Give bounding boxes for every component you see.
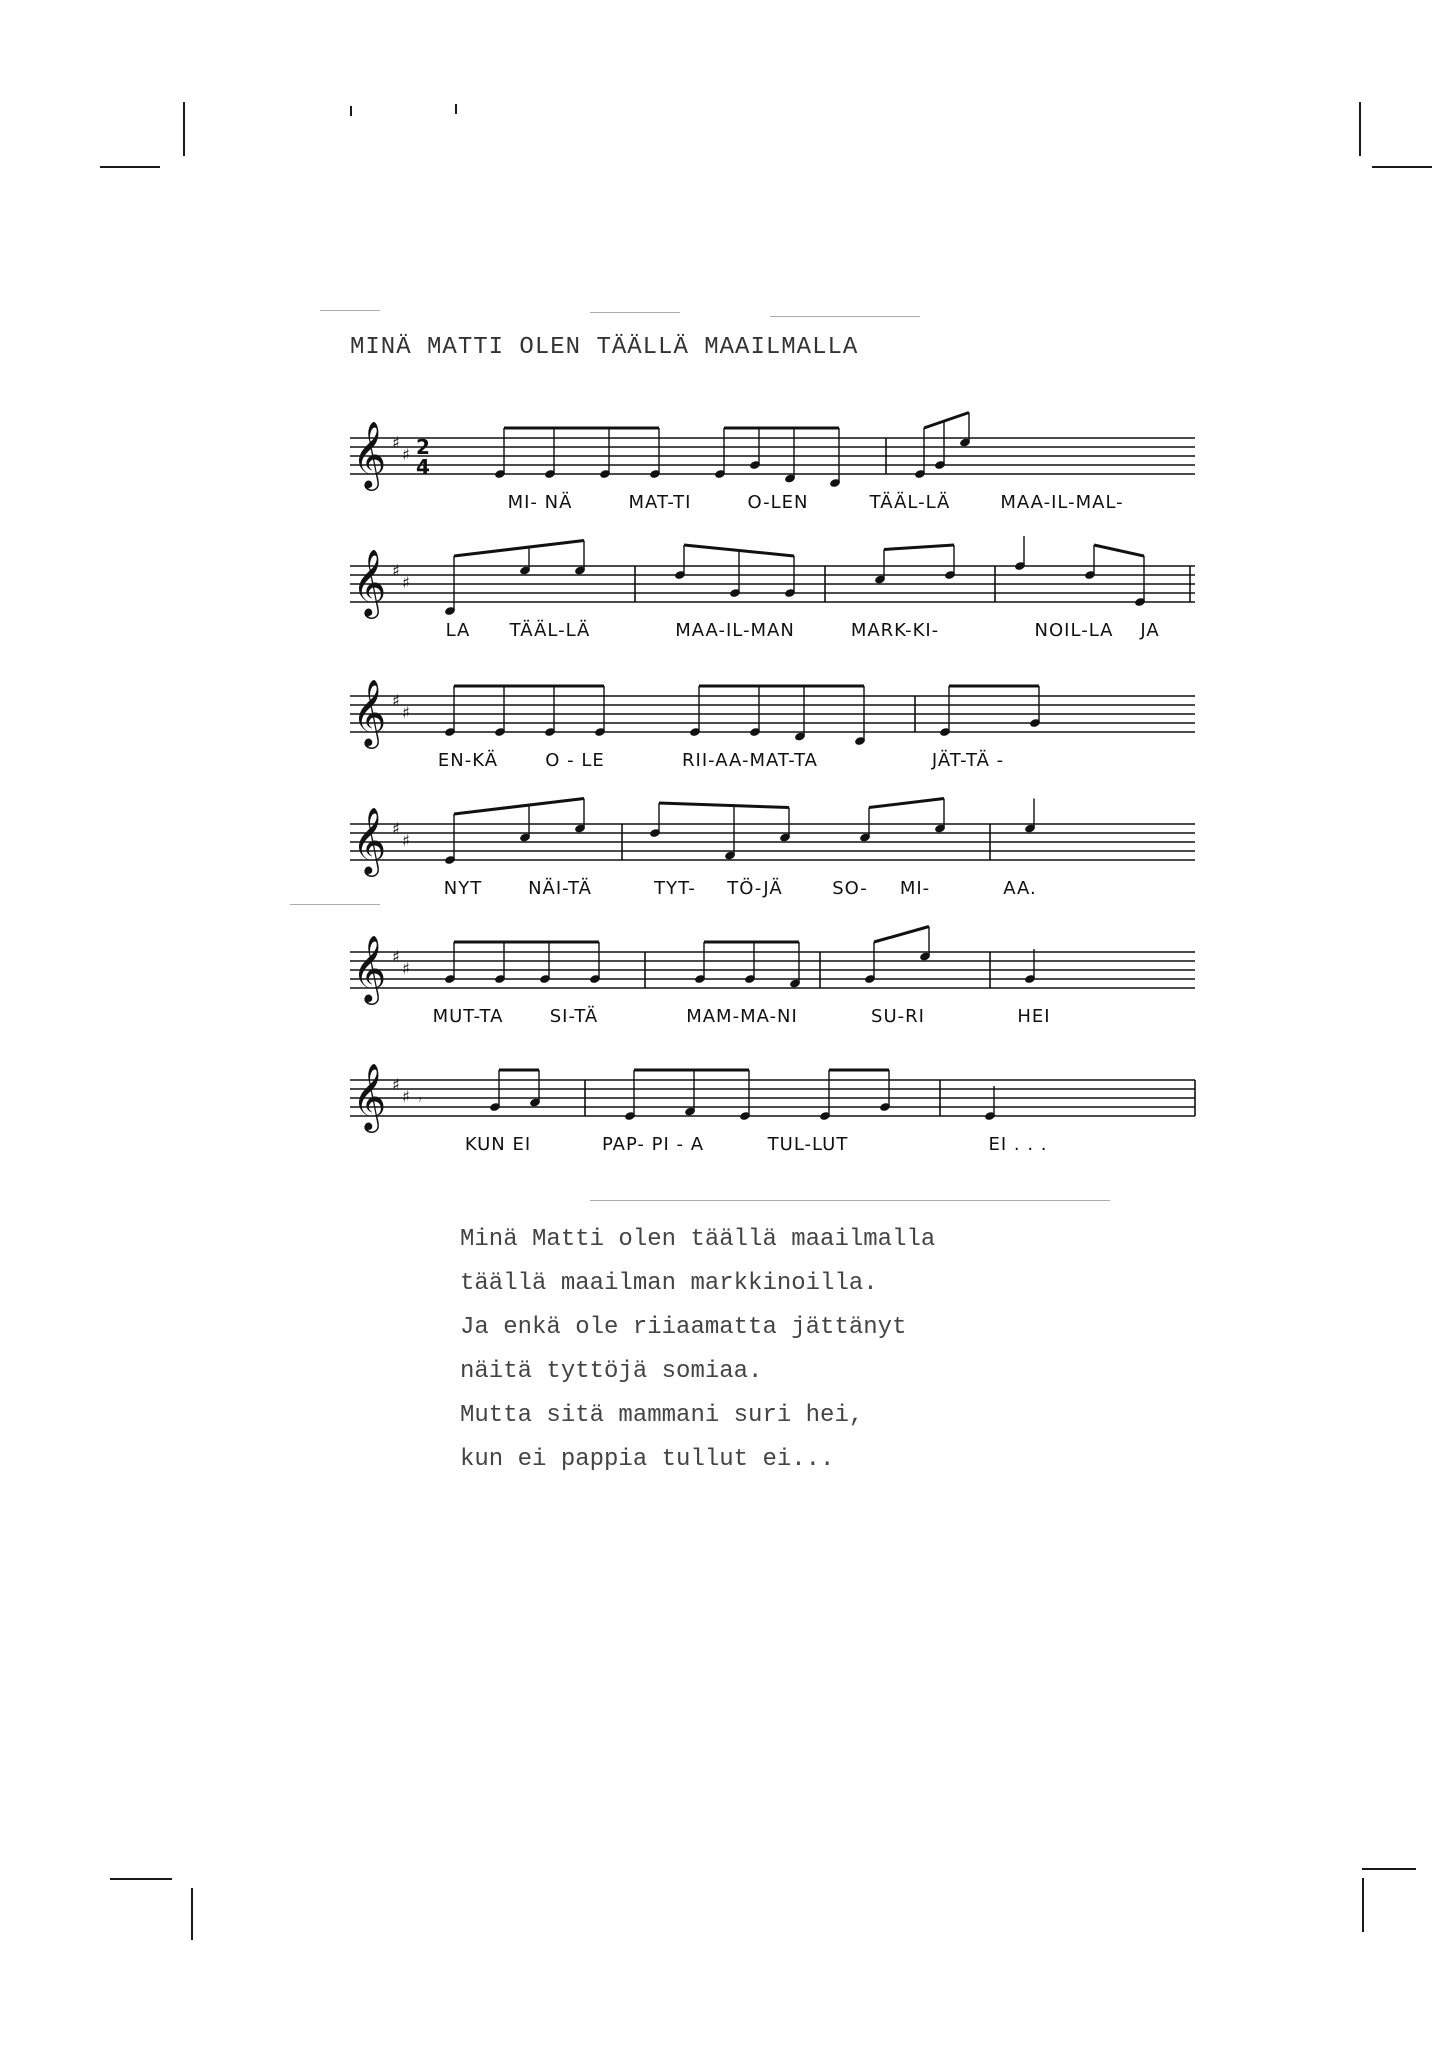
sharp-icon: ♯ xyxy=(392,819,400,838)
crop-mark-top-tick-2 xyxy=(455,104,457,114)
sharp-icon: ♯ xyxy=(402,573,410,592)
scan-smudge xyxy=(320,310,380,311)
crop-mark-bottom-left-v xyxy=(191,1888,193,1940)
lyric-syllables: NOIL-LA xyxy=(1034,620,1114,641)
lyric-syllables: JÄT-TÄ - xyxy=(931,750,1005,771)
lyric-syllables: RII-AA-MAT-TA xyxy=(682,750,818,771)
sharp-icon: ♯ xyxy=(402,1087,410,1106)
lyric-syllables: TÖ-JÄ xyxy=(727,878,783,899)
sharp-icon: ♯ xyxy=(392,691,400,710)
staff xyxy=(350,914,1195,1014)
scan-smudge xyxy=(770,316,920,317)
lyric-syllables: MI- xyxy=(899,878,931,899)
lyric-syllables: MI- NÄ xyxy=(507,492,573,513)
lyrics-row xyxy=(350,492,1195,522)
sharp-icon: ♯ xyxy=(392,1075,400,1094)
crop-mark-bottom-left-h xyxy=(110,1878,172,1880)
lyric-syllables: TYT- xyxy=(654,878,696,899)
lyric-syllables: NÄI-TÄ xyxy=(528,878,592,899)
lyrics-row xyxy=(350,878,1195,908)
crop-mark-top-tick-1 xyxy=(350,106,352,116)
treble-clef-icon: 𝄞 xyxy=(352,678,387,746)
lyric-syllables: SU-RI xyxy=(871,1006,925,1027)
note-beam xyxy=(454,541,584,557)
crop-mark-top-right-h xyxy=(1372,166,1432,168)
staff-system xyxy=(350,400,1195,530)
eighth-rest-icon: 𝄾 xyxy=(418,1092,422,1108)
lyric-syllables: JA xyxy=(1140,620,1160,641)
sharp-icon: ♯ xyxy=(402,959,410,978)
staff-system xyxy=(350,528,1195,658)
treble-clef-icon: 𝄞 xyxy=(352,806,387,874)
lyric-syllables: MUT-TA xyxy=(432,1006,504,1027)
verse-text xyxy=(460,1218,935,1482)
lyric-syllables: PAP- PI - A xyxy=(601,1134,705,1155)
staff xyxy=(350,658,1195,758)
staff xyxy=(350,528,1195,628)
sharp-icon: ♯ xyxy=(392,947,400,966)
sharp-icon: ♯ xyxy=(392,561,400,580)
note-beam xyxy=(1094,545,1144,556)
lyrics-row xyxy=(350,1006,1195,1036)
sharp-icon: ♯ xyxy=(402,445,410,464)
lyric-syllables: TÄÄL-LÄ xyxy=(869,492,951,513)
verse-line: kun ei pappia tullut ei... xyxy=(460,1446,835,1473)
lyric-syllables: MAA-IL-MAL- xyxy=(1000,492,1124,513)
lyric-syllables: MAM-MA-NI xyxy=(686,1006,798,1027)
staff xyxy=(350,400,1195,500)
sharp-icon: ♯ xyxy=(402,831,410,850)
lyrics-row xyxy=(350,750,1195,780)
sharp-icon: ♯ xyxy=(402,703,410,722)
verse-line: täällä maailman markkinoilla. xyxy=(460,1270,878,1297)
lyric-syllables: SI-TÄ xyxy=(549,1006,599,1027)
lyric-syllables: O-LEN xyxy=(747,492,809,513)
lyric-syllables: NYT xyxy=(443,878,483,899)
note-beam xyxy=(454,799,584,815)
lyric-syllables: MARK-KI- xyxy=(850,620,940,641)
staff xyxy=(350,786,1195,886)
crop-mark-top-left-h xyxy=(100,166,160,168)
crop-mark-bottom-right-v xyxy=(1362,1878,1364,1932)
treble-clef-icon: 𝄞 xyxy=(352,548,387,616)
time-signature-denominator: 4 xyxy=(416,455,430,479)
staff-system xyxy=(350,914,1195,1044)
note-beam xyxy=(874,927,929,943)
scan-smudge xyxy=(590,1200,1110,1201)
crop-mark-top-right-v xyxy=(1359,102,1361,156)
lyric-syllables: MAA-IL-MAN xyxy=(675,620,795,641)
lyric-syllables: SO- xyxy=(832,878,868,899)
lyric-syllables: KUN EI xyxy=(464,1134,532,1155)
lyrics-row xyxy=(350,620,1195,650)
treble-clef-icon: 𝄞 xyxy=(352,934,387,1002)
note-beam xyxy=(884,545,954,550)
lyric-syllables: EN-KÄ xyxy=(437,750,499,771)
scan-smudge xyxy=(590,312,680,313)
crop-mark-bottom-right-h xyxy=(1362,1868,1416,1870)
lyric-syllables: AA. xyxy=(1003,878,1037,899)
note-beam xyxy=(924,413,969,429)
lyric-syllables: O - LE xyxy=(545,750,605,771)
treble-clef-icon: 𝄞 xyxy=(352,420,387,488)
sharp-icon: ♯ xyxy=(392,433,400,452)
verse-line: Minä Matti olen täällä maailmalla xyxy=(460,1226,936,1253)
staff-system xyxy=(350,658,1195,788)
crop-mark-top-left-v xyxy=(183,102,185,156)
verse-line: Mutta sitä mammani suri hei, xyxy=(460,1402,864,1429)
lyric-syllables: EI . . . xyxy=(988,1134,1048,1155)
lyric-syllables: LA xyxy=(445,620,471,641)
lyric-syllables: MAT-TI xyxy=(628,492,692,513)
lyric-syllables: TÄÄL-LÄ xyxy=(509,620,591,641)
staff-system xyxy=(350,1042,1195,1172)
note-beam xyxy=(869,799,944,808)
verse-line: Ja enkä ole riiaamatta jättänyt xyxy=(460,1314,907,1341)
lyric-syllables: TUL-LUT xyxy=(767,1134,849,1155)
lyric-syllables: HEI xyxy=(1017,1006,1051,1027)
song-title: MINÄ MATTI OLEN TÄÄLLÄ MAAILMALLA xyxy=(350,334,859,361)
verse-line: näitä tyttöjä somiaa. xyxy=(460,1358,763,1385)
treble-clef-icon: 𝄞 xyxy=(352,1062,387,1130)
staff-system xyxy=(350,786,1195,916)
staff xyxy=(350,1042,1195,1142)
note-beam xyxy=(659,803,789,808)
lyrics-row xyxy=(350,1134,1195,1164)
time-signature-numerator: 2 xyxy=(416,435,430,459)
